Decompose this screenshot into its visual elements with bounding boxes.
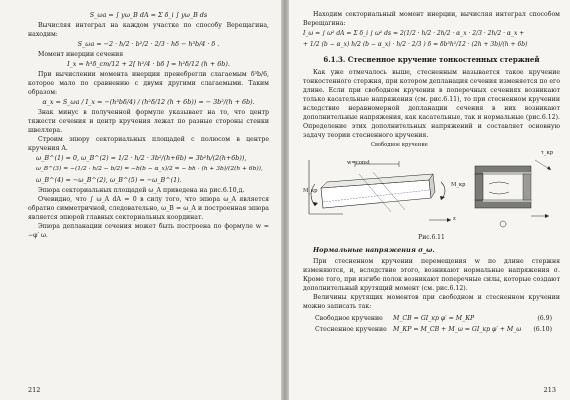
label-mkp-left: M_кр: [303, 188, 318, 194]
equation-formula: M_КР = M_СВ + M_ω = GI_кр φ′ + M_ω: [393, 326, 522, 333]
equation-label: Стесненное кручение: [315, 326, 387, 333]
page-right: [285, 0, 570, 400]
equation-6-9: [315, 315, 552, 322]
label-w-const: w=const: [347, 160, 370, 166]
paragraph: Момент инерции сечения: [38, 51, 124, 58]
formula-omega-2: ω_B^(3) = −(1/2 · h/2 − b/2) = −b(b − α_x)/2 = − bh · (h + 3b)/(2(h + 6b)),: [36, 166, 263, 172]
label-z: z: [453, 216, 456, 222]
equation-number: (6.10): [533, 326, 552, 333]
figure-title: Свободное кручение: [371, 142, 428, 148]
paragraph: При вычислении момента инерции пренебрегли слагаемым δ³b/6, которое мало по сравнению с двумя другими слагаемыми. Таким образом:: [28, 71, 269, 96]
formula-sector-inertia-1: I_ω = ∫ ω² dA = Σ δ_i ∫ ω² ds = 2(1/2 · h/2 · 2h/2 · α_x · 2/3 · 2h/2 · α_x +: [303, 30, 525, 37]
figure-drawing: [303, 150, 558, 238]
paragraph: При стесненном кручении перемещения w по длине стержня изменяются, и, вследствие этого, возникают нормальные напряжения σ. Кроме того, при изгибе полок возникают поперечные силы, которые создают дополнительный крутящий момент (см. рис.6.12).: [303, 258, 560, 292]
book-gutter: [281, 0, 289, 400]
formula-omega-1: ω_B^(1) = 0, ω_B^(2) = 1/2 · h/2 · 3b²/(h+6b) = 3b²h/(2(h+6b)),: [36, 154, 247, 162]
formula-s-omega: S_ωа = −2 · h/2 · b²/2 · 2/3 · hδ − h³b/4 · δ .: [77, 40, 220, 48]
paragraph: Величины крутящих моментов при свободном и стесненном кручении можно записать так:: [303, 294, 560, 310]
figure-6-11: [303, 142, 560, 242]
paragraph: Вычисляя интеграл на каждом участке по способу Верещагина, находим:: [28, 22, 269, 38]
equation-label: Свободное кручение: [315, 315, 383, 322]
subsection-heading: Нормальные напряжения σ_ω.: [313, 246, 435, 254]
formula-alpha: α_x = S_ωа / I_x = −(h³bδ/4) / (h²δ/12 (h + 6b)) = − 3b²/(h + 6b).: [42, 98, 255, 106]
formula-inertia: I_x = h³δ_ст/12 + 2[ h²/4 · bδ ] = h²δ/12 (h + 6b).: [67, 60, 230, 68]
figure-caption: Рис.6.11: [418, 234, 445, 241]
label-mkp-right: M_кр: [451, 182, 466, 188]
page-number: 213: [543, 386, 556, 394]
section-heading: 6.1.3. Стесненное кручение тонкостенных стержней: [323, 55, 540, 64]
equation-number: (6.9): [537, 315, 552, 322]
page-number: 212: [28, 386, 41, 394]
paragraph: Как уже отмечалось выше, стесненным называется такое кручение тонкостенного стержня, при котором депланация сечения изменяется по его длине. Если при свободном кручении в поперечных сечениях возникают только касательные напряжения (см. рис.6.11), то при стесненном кручении вследствие неравномерной депланации сечения в них возникают дополнительные напряжения, как касательные, так и нормальные (рис.6.12). Определение этих дополнительных напряжений и составляет основную задачу теории стесненного кручения.: [303, 69, 560, 139]
formula-omega-3: ω_B^(4) = −ω_B^(2), ω_B^(5) = −ω_B^(1).: [36, 176, 182, 184]
paragraph: Эпюра депланации сечения может быть построена по формуле w = −φ′ ω.: [28, 223, 269, 239]
paragraph: Строим эпюру секториальных площадей с полюсом в центре кручения A.: [28, 136, 269, 152]
label-tau: τ_кр: [541, 150, 554, 156]
equation-formula: M_СВ = GI_кр φ′ = M_КР: [393, 315, 475, 322]
formula-sector-inertia-2: + 1/2 (b − α_x) h/2 (b − α_x) · h/2 · 2/3 ) δ = δb³h²/12 · (2h + 3b)/(h + 6b): [303, 41, 528, 48]
paragraph: Очевидно, что ∫ ω_A dA = 0 в силу того, что эпюра ω_A является обратно симметричной, следовательно, ω_B = ω_A и построенная эпюра является эпюрой главных секториальных координат.: [28, 196, 269, 221]
formula-sector-static-moment: S_ωа = ∫ yω_B dA = Σ δ_i ∫ yω_B ds: [89, 11, 208, 19]
equation-6-10: [315, 326, 552, 333]
paragraph: Находим секториальный момент инерции, вычисляя интеграл способом Верещагина:: [303, 11, 560, 27]
paragraph: Знак минус в полученной формуле указывает на то, что центр тяжести сечения и центр кручения лежат по разные стороны стенки швеллера.: [28, 109, 269, 134]
paragraph: Эпюра секториальных площадей ω_A приведена на рис.6.10,д.: [38, 187, 245, 194]
